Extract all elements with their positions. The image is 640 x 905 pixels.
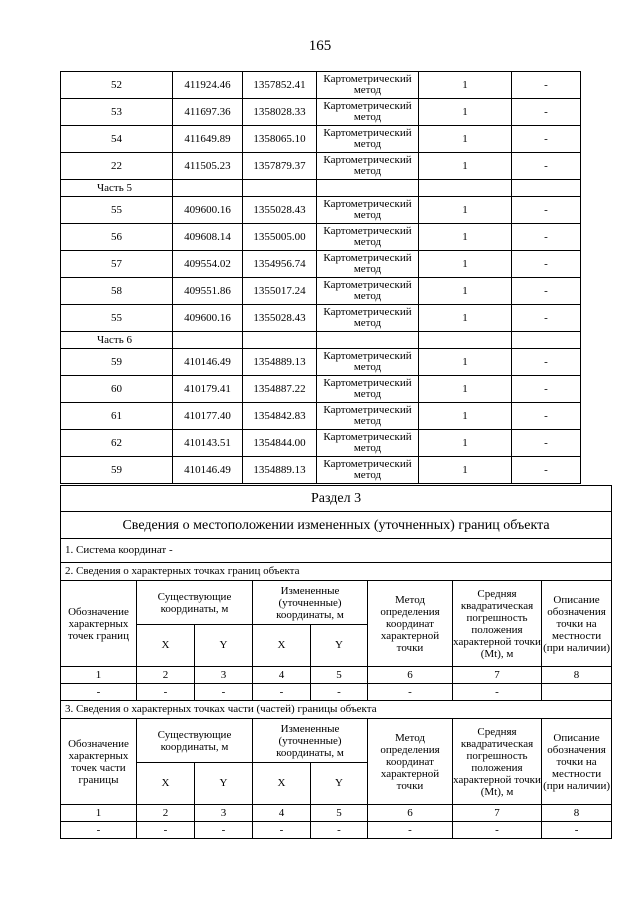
parts-subsection-title: 3. Сведения о характерных точках части (частей) границы объекта bbox=[61, 701, 612, 719]
column-number-cell: 1 bbox=[61, 805, 137, 822]
header-designation: Обозначение характерных точек границ bbox=[61, 581, 137, 667]
empty-cell bbox=[419, 180, 512, 197]
method-cell: Картометрический метод bbox=[317, 403, 419, 430]
header-changed: Измененные (уточненные) координаты, м bbox=[253, 719, 368, 763]
empty-value-cell: - bbox=[253, 684, 311, 701]
precision-cell: 1 bbox=[419, 430, 512, 457]
column-number-cell: 1 bbox=[61, 667, 137, 684]
description-cell: - bbox=[512, 126, 581, 153]
description-cell: - bbox=[512, 278, 581, 305]
empty-cell bbox=[317, 180, 419, 197]
empty-value-cell: - bbox=[61, 684, 137, 701]
header-y: Y bbox=[195, 625, 253, 667]
method-cell: Картометрический метод bbox=[317, 305, 419, 332]
description-cell: - bbox=[512, 457, 581, 484]
point-number-cell: 55 bbox=[61, 305, 173, 332]
y-coordinate-cell: 1354844.00 bbox=[243, 430, 317, 457]
precision-cell: 1 bbox=[419, 153, 512, 180]
x-coordinate-cell: 411649.89 bbox=[173, 126, 243, 153]
empty-cell bbox=[512, 180, 581, 197]
precision-cell: 1 bbox=[419, 305, 512, 332]
empty-value-cell: - bbox=[453, 684, 542, 701]
empty-cell bbox=[243, 180, 317, 197]
header-x: X bbox=[137, 763, 195, 805]
section3-table bbox=[60, 485, 612, 839]
point-number-cell: 59 bbox=[61, 457, 173, 484]
description-cell: - bbox=[512, 99, 581, 126]
y-coordinate-cell: 1358065.10 bbox=[243, 126, 317, 153]
x-coordinate-cell: 411697.36 bbox=[173, 99, 243, 126]
table-row bbox=[61, 403, 581, 430]
description-cell: - bbox=[512, 430, 581, 457]
header-existing: Существующие координаты, м bbox=[137, 581, 253, 625]
empty-value-cell: - bbox=[311, 684, 368, 701]
x-coordinate-cell: 410146.49 bbox=[173, 457, 243, 484]
method-cell: Картометрический метод bbox=[317, 153, 419, 180]
header-method: Метод определения координат характерной точки bbox=[368, 581, 453, 667]
column-number-cell: 7 bbox=[453, 667, 542, 684]
y-coordinate-cell: 1354889.13 bbox=[243, 349, 317, 376]
empty-value-cell: - bbox=[368, 822, 453, 839]
column-number-cell: 8 bbox=[542, 805, 612, 822]
part-label: Часть 5 bbox=[61, 180, 173, 197]
precision-cell: 1 bbox=[419, 99, 512, 126]
precision-cell: 1 bbox=[419, 251, 512, 278]
method-cell: Картометрический метод bbox=[317, 126, 419, 153]
table-row bbox=[61, 197, 581, 224]
section-title: Раздел 3 bbox=[61, 486, 612, 512]
point-number-cell: 52 bbox=[61, 72, 173, 99]
column-number-cell: 2 bbox=[137, 805, 195, 822]
empty-value-cell: - bbox=[542, 822, 612, 839]
table-row bbox=[61, 376, 581, 403]
description-cell: - bbox=[512, 224, 581, 251]
header-method: Метод определения координат характерной точки bbox=[368, 719, 453, 805]
point-number-cell: 22 bbox=[61, 153, 173, 180]
header-precision: Средняя квадратическая погрешность положения характерной точки (Mt), м bbox=[453, 719, 542, 805]
y-coordinate-cell: 1358028.33 bbox=[243, 99, 317, 126]
method-cell: Картометрический метод bbox=[317, 430, 419, 457]
table-row bbox=[61, 224, 581, 251]
precision-cell: 1 bbox=[419, 457, 512, 484]
x-coordinate-cell: 411505.23 bbox=[173, 153, 243, 180]
point-number-cell: 62 bbox=[61, 430, 173, 457]
empty-cell bbox=[173, 332, 243, 349]
empty-value-cell: - bbox=[453, 822, 542, 839]
precision-cell: 1 bbox=[419, 224, 512, 251]
header-existing: Существующие координаты, м bbox=[137, 719, 253, 763]
x-coordinate-cell: 410146.49 bbox=[173, 349, 243, 376]
point-number-cell: 53 bbox=[61, 99, 173, 126]
method-cell: Картометрический метод bbox=[317, 99, 419, 126]
x-coordinate-cell: 410177.40 bbox=[173, 403, 243, 430]
column-number-cell: 3 bbox=[195, 805, 253, 822]
table-row bbox=[61, 457, 581, 484]
point-number-cell: 55 bbox=[61, 197, 173, 224]
coordinates-table bbox=[60, 71, 581, 484]
coord-system-label: 1. Система координат - bbox=[61, 539, 612, 563]
precision-cell: 1 bbox=[419, 349, 512, 376]
table-row bbox=[61, 349, 581, 376]
empty-value-cell: - bbox=[61, 822, 137, 839]
x-coordinate-cell: 409600.16 bbox=[173, 305, 243, 332]
column-numbers-row bbox=[61, 667, 612, 684]
x-coordinate-cell: 411924.46 bbox=[173, 72, 243, 99]
header-y: Y bbox=[195, 763, 253, 805]
table-row bbox=[61, 72, 581, 99]
point-number-cell: 58 bbox=[61, 278, 173, 305]
description-cell: - bbox=[512, 153, 581, 180]
x-coordinate-cell: 410179.41 bbox=[173, 376, 243, 403]
y-coordinate-cell: 1357852.41 bbox=[243, 72, 317, 99]
header-x: X bbox=[253, 625, 311, 667]
precision-cell: 1 bbox=[419, 278, 512, 305]
x-coordinate-cell: 409600.16 bbox=[173, 197, 243, 224]
header-designation-part: Обозначение характерных точек части границы bbox=[61, 719, 137, 805]
header-x: X bbox=[137, 625, 195, 667]
column-number-cell: 7 bbox=[453, 805, 542, 822]
y-coordinate-cell: 1354889.13 bbox=[243, 457, 317, 484]
empty-cell bbox=[173, 180, 243, 197]
table-row bbox=[61, 305, 581, 332]
header-description: Описание обозначения точки на местности (при наличии) bbox=[542, 581, 612, 667]
description-cell: - bbox=[512, 349, 581, 376]
method-cell: Картометрический метод bbox=[317, 251, 419, 278]
y-coordinate-cell: 1355028.43 bbox=[243, 197, 317, 224]
points-subsection-title: 2. Сведения о характерных точках границ объекта bbox=[61, 563, 612, 581]
precision-cell: 1 bbox=[419, 403, 512, 430]
table-row bbox=[61, 99, 581, 126]
table-row bbox=[61, 251, 581, 278]
y-coordinate-cell: 1354842.83 bbox=[243, 403, 317, 430]
header-y: Y bbox=[311, 625, 368, 667]
x-coordinate-cell: 410143.51 bbox=[173, 430, 243, 457]
y-coordinate-cell: 1354956.74 bbox=[243, 251, 317, 278]
method-cell: Картометрический метод bbox=[317, 376, 419, 403]
empty-value-cell: - bbox=[137, 822, 195, 839]
method-cell: Картометрический метод bbox=[317, 224, 419, 251]
y-coordinate-cell: 1357879.37 bbox=[243, 153, 317, 180]
column-number-cell: 8 bbox=[542, 667, 612, 684]
precision-cell: 1 bbox=[419, 126, 512, 153]
part-row bbox=[61, 180, 581, 197]
column-number-cell: 3 bbox=[195, 667, 253, 684]
column-number-cell: 4 bbox=[253, 805, 311, 822]
empty-cell bbox=[512, 332, 581, 349]
column-number-cell: 2 bbox=[137, 667, 195, 684]
header-precision: Средняя квадратическая погрешность положения характерной точки (Mt), м bbox=[453, 581, 542, 667]
description-cell: - bbox=[512, 376, 581, 403]
precision-cell: 1 bbox=[419, 72, 512, 99]
column-number-cell: 5 bbox=[311, 667, 368, 684]
empty-value-cell: - bbox=[195, 684, 253, 701]
column-number-cell: 6 bbox=[368, 805, 453, 822]
x-coordinate-cell: 409551.86 bbox=[173, 278, 243, 305]
x-coordinate-cell: 409608.14 bbox=[173, 224, 243, 251]
point-number-cell: 57 bbox=[61, 251, 173, 278]
header-x: X bbox=[253, 763, 311, 805]
description-cell: - bbox=[512, 72, 581, 99]
method-cell: Картометрический метод bbox=[317, 72, 419, 99]
point-number-cell: 59 bbox=[61, 349, 173, 376]
column-number-cell: 4 bbox=[253, 667, 311, 684]
point-number-cell: 56 bbox=[61, 224, 173, 251]
empty-data-row bbox=[61, 684, 612, 701]
precision-cell: 1 bbox=[419, 197, 512, 224]
empty-cell bbox=[419, 332, 512, 349]
header-description: Описание обозначения точки на местности (при наличии) bbox=[542, 719, 612, 805]
method-cell: Картометрический метод bbox=[317, 278, 419, 305]
point-number-cell: 60 bbox=[61, 376, 173, 403]
empty-value-cell: - bbox=[311, 822, 368, 839]
empty-data-row bbox=[61, 822, 612, 839]
point-number-cell: 54 bbox=[61, 126, 173, 153]
y-coordinate-cell: 1355028.43 bbox=[243, 305, 317, 332]
description-cell: - bbox=[512, 305, 581, 332]
empty-value-cell bbox=[542, 684, 612, 701]
header-changed: Измененные (уточненные) координаты, м bbox=[253, 581, 368, 625]
empty-cell bbox=[317, 332, 419, 349]
description-cell: - bbox=[512, 197, 581, 224]
point-number-cell: 61 bbox=[61, 403, 173, 430]
header-y: Y bbox=[311, 763, 368, 805]
x-coordinate-cell: 409554.02 bbox=[173, 251, 243, 278]
description-cell: - bbox=[512, 403, 581, 430]
section-subtitle: Сведения о местоположении измененных (уточненных) границ объекта bbox=[61, 512, 612, 539]
table-row bbox=[61, 278, 581, 305]
empty-value-cell: - bbox=[195, 822, 253, 839]
part-row bbox=[61, 332, 581, 349]
empty-cell bbox=[243, 332, 317, 349]
table-row bbox=[61, 430, 581, 457]
column-number-cell: 6 bbox=[368, 667, 453, 684]
page-number: 165 bbox=[308, 38, 332, 54]
y-coordinate-cell: 1355005.00 bbox=[243, 224, 317, 251]
empty-value-cell: - bbox=[368, 684, 453, 701]
empty-value-cell: - bbox=[137, 684, 195, 701]
column-number-cell: 5 bbox=[311, 805, 368, 822]
table-row bbox=[61, 126, 581, 153]
method-cell: Картометрический метод bbox=[317, 457, 419, 484]
description-cell: - bbox=[512, 251, 581, 278]
y-coordinate-cell: 1355017.24 bbox=[243, 278, 317, 305]
empty-value-cell: - bbox=[253, 822, 311, 839]
method-cell: Картометрический метод bbox=[317, 349, 419, 376]
table-row bbox=[61, 153, 581, 180]
column-numbers-row bbox=[61, 805, 612, 822]
part-label: Часть 6 bbox=[61, 332, 173, 349]
y-coordinate-cell: 1354887.22 bbox=[243, 376, 317, 403]
method-cell: Картометрический метод bbox=[317, 197, 419, 224]
precision-cell: 1 bbox=[419, 376, 512, 403]
